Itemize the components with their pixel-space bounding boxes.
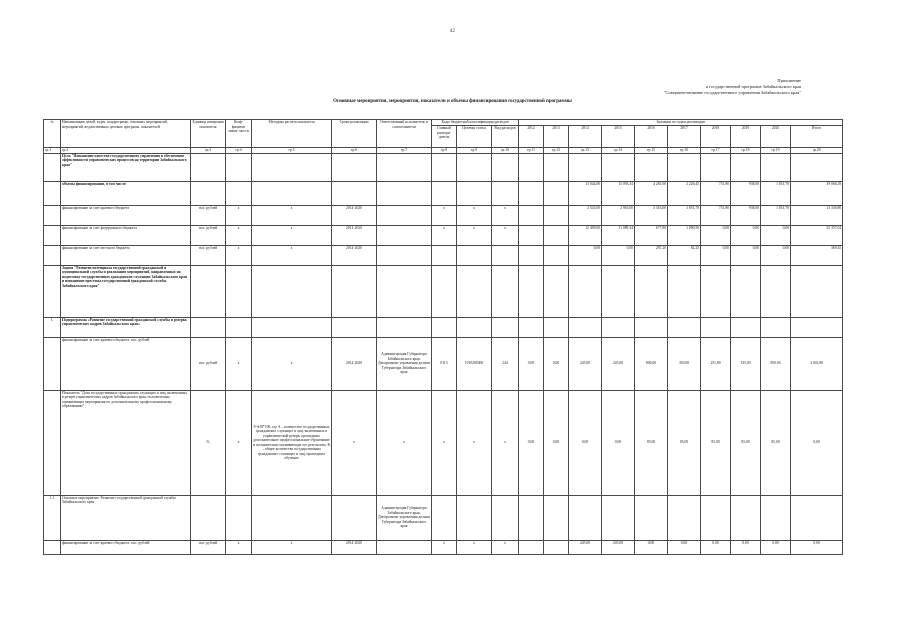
value-2019: 938,00: [731, 205, 761, 225]
value-2019: 0,00: [731, 540, 761, 554]
period: 2014-2020: [332, 225, 377, 245]
value-2013: [544, 205, 569, 225]
value-2014: 12 499,00: [569, 225, 602, 245]
col-number: гр.15: [635, 148, 668, 154]
code-expense-type: х: [492, 540, 519, 554]
regional-funding-row: [44, 205, 843, 225]
header-year-2013: 2013: [544, 126, 569, 148]
value-2014: 13 044,00: [569, 181, 602, 205]
unit: тыс. рублей: [191, 205, 226, 225]
code-admin: х: [432, 225, 457, 245]
value-2015: 2 965,00: [602, 205, 635, 225]
value-total: 0,00: [791, 540, 843, 554]
coefficient: х: [226, 245, 252, 265]
header-budget-codes: Коды бюджетной классификации расходов: [432, 120, 519, 126]
col-number: гр.9: [457, 148, 492, 154]
value-total: 13 339,80: [791, 205, 843, 225]
total-funding-row: [44, 181, 843, 205]
method: х: [252, 540, 332, 554]
header-year-2017: 2017: [668, 126, 701, 148]
value-2015: 245,00: [602, 540, 635, 554]
value-2018: 0,00: [701, 245, 731, 265]
period: 2014-2020: [332, 540, 377, 554]
value-2017: 82,25: [668, 245, 701, 265]
value-2015: 0,00: [602, 245, 635, 265]
col-number: гр.3: [191, 148, 226, 154]
value-2018: 751,80: [701, 205, 731, 225]
header-year-2016: 2016: [635, 126, 668, 148]
value-2012: [519, 225, 544, 245]
value-2016: 85,00: [635, 390, 668, 495]
header-responsible: Ответственный исполнитель и соисполнители: [377, 120, 432, 148]
value-2012: [519, 205, 544, 225]
value-2020: 0,00: [761, 540, 791, 554]
value-2014: 0,00: [569, 245, 602, 265]
federal-funding-row: [44, 225, 843, 245]
value-2012: 0,00: [519, 337, 544, 390]
coefficient: х: [226, 540, 252, 554]
row-name: финансирование за счет краевого бюджета, тыс. рублей: [61, 540, 191, 554]
value-2017: 1 051,70: [668, 205, 701, 225]
goal-row: [44, 153, 843, 181]
code-expense-type: х: [492, 205, 519, 225]
col-number: гр.6: [332, 148, 377, 154]
header-unit: Единица измерения показателя: [191, 120, 226, 148]
code-admin: х: [432, 390, 457, 495]
value-2017: 85,00: [668, 390, 701, 495]
code-expense-type: х: [492, 225, 519, 245]
responsible: Администрация Губернатора Забайкальского края, Департамент управления делами Губернатора Забайкальского края: [377, 495, 432, 540]
value-2019: 938,00: [731, 181, 761, 205]
value-2013: 0,00: [544, 337, 569, 390]
col-number: гр.19: [761, 148, 791, 154]
col-number: гр.10: [492, 148, 519, 154]
value-2016: 287,20: [635, 245, 668, 265]
coefficient: х: [226, 205, 252, 225]
value-2015: 245,00: [602, 337, 635, 390]
row-number: 1.1: [44, 495, 61, 540]
appendix-label: Приложение: [777, 78, 801, 83]
col-number: гр.11: [519, 148, 544, 154]
goal-text: Цель "Повышение качества государственного управления и обеспечение эффективности управленческих процессов на территории Забайкальского края": [61, 153, 191, 181]
col-number: гр.14: [602, 148, 635, 154]
value-2020: 1 851,70: [761, 181, 791, 205]
col-number: гр.7: [377, 148, 432, 154]
subprogram-funding-row: [44, 337, 843, 390]
value-2015: 0,00: [602, 390, 635, 495]
method: х: [252, 225, 332, 245]
header-year-2015: 2015: [602, 126, 635, 148]
value-2017: 0,00: [668, 540, 701, 554]
value-2012: [519, 540, 544, 554]
col-number: гр.20: [791, 148, 843, 154]
value-2014: 2 545,00: [569, 205, 602, 225]
value-2017: 2 226,45: [668, 181, 701, 205]
coefficient: х: [226, 225, 252, 245]
header-values-by-year: Значения по годам реализации: [519, 120, 843, 126]
header-year-2018: 2018: [701, 126, 731, 148]
value-2014: 0,00: [569, 390, 602, 495]
value-2020: 0,00: [761, 225, 791, 245]
col-number: гр.17: [701, 148, 731, 154]
row-name: Показатель "Доля государственных гражданских служащих и лиц, включенных в резерв управленческих кадров Забайкальского края, положительно оценивающих мероприятия по дополнительному профессиональному образованию": [61, 390, 191, 495]
value-2015: 11 089,34: [602, 225, 635, 245]
page-number: 42: [450, 29, 455, 34]
period: 2014-2020: [332, 337, 377, 390]
header-year-2020: 2020: [761, 126, 791, 148]
value-2019: 0,00: [731, 225, 761, 245]
value-2016: 4 281,00: [635, 181, 668, 205]
value-total: 0,00: [791, 390, 843, 495]
unit: тыс. рублей: [191, 245, 226, 265]
task-text: Задача "Развитие потенциала государственной гражданской и муниципальной службы и реализация мероприятий, направленных на подготовку государственных гражданских служащих Забайкальского края и повышение престижа государственной гражданской службы Забайкальского края": [61, 265, 191, 317]
value-2018: 251,80: [701, 337, 731, 390]
header-total: Итого: [791, 126, 843, 148]
value-2018: 751,80: [701, 181, 731, 205]
value-total: 3 041,80: [791, 337, 843, 390]
row-name: финансирование за счет краевого бюджета: [61, 205, 191, 225]
code-article: х: [457, 205, 492, 225]
value-total: 25 357,04: [791, 225, 843, 245]
activity-text: Основное мероприятие. Развитие государственной гражданской службы Забайкальского края: [61, 495, 191, 540]
code-admin: х: [432, 205, 457, 225]
program-table: [43, 119, 843, 555]
period: 2014-2020: [332, 205, 377, 225]
unit: тыс. рублей: [191, 225, 226, 245]
code-article: х: [457, 390, 492, 495]
header-year-2014: 2014: [569, 126, 602, 148]
value-2016: 0,00: [635, 540, 668, 554]
unit: %: [191, 390, 226, 495]
header-period: Сроки реализации: [332, 120, 377, 148]
header-year-2019: 2019: [731, 126, 761, 148]
col-number: гр.4: [226, 148, 252, 154]
value-2017: 350,00: [668, 337, 701, 390]
header-name: Наименование целей, задач, подпрограмм, основных мероприятий, мероприятий, ведомственных целевых программ, показателей: [61, 120, 191, 148]
period: 2014-2020: [332, 245, 377, 265]
value-2020: 850,00: [761, 337, 791, 390]
value-2014: 245,00: [569, 337, 602, 390]
indicator-row: [44, 390, 843, 495]
local-funding-row: [44, 245, 843, 265]
header-expense-type: Вид расходов: [492, 126, 519, 148]
row-name: финансирование за счет местного бюджета: [61, 245, 191, 265]
header-method: Методика расчета показателя: [252, 120, 332, 148]
task-row: [44, 265, 843, 317]
unit: тыс. рублей: [191, 540, 226, 554]
header-year-2012: 2012: [519, 126, 544, 148]
row-name: объемы финансирования, в том числе:: [61, 181, 191, 205]
header-coefficient: Коэф- фициент значи- мости: [226, 120, 252, 148]
period: х: [332, 390, 377, 495]
coefficient: х: [226, 337, 252, 390]
value-2018: 0,00: [701, 540, 731, 554]
value-2016: 677,80: [635, 225, 668, 245]
responsible: Администрация Губернатора Забайкальского края, Департамент управления делами Губернатора Забайкальского края: [377, 337, 432, 390]
activity-row: [44, 495, 843, 540]
value-total: 39 066,29: [791, 181, 843, 205]
document-title: Основные мероприятия, мероприятия, показатели и объемы финансирования государственной программы: [333, 99, 572, 104]
value-2013: [544, 540, 569, 554]
value-2016: 3 316,00: [635, 205, 668, 225]
header-admin: Главный распоря- дитель: [432, 126, 457, 148]
row-name: финансирование за счет федерального бюджета: [61, 225, 191, 245]
method: х: [252, 205, 332, 225]
col-number: гр.5: [252, 148, 332, 154]
value-2019: 85,00: [731, 390, 761, 495]
coefficient: х: [226, 390, 252, 495]
value-2012: 0,00: [519, 390, 544, 495]
unit: тыс. рублей: [191, 337, 226, 390]
value-2019: 0,00: [731, 245, 761, 265]
value-2018: 85,00: [701, 390, 731, 495]
value-2020: 0,00: [761, 245, 791, 265]
row-number: 1.: [44, 317, 61, 337]
appendix-line-2: "Совершенствование государственного управления Забайкальского края": [663, 89, 801, 95]
value-total: 369,45: [791, 245, 843, 265]
appendix-note: [664, 78, 801, 95]
value-2012: [519, 245, 544, 265]
value-2018: 0,00: [701, 225, 731, 245]
method: I=A/B*100, где А – количество государственных гражданских служащих и лиц, включенных в управленческий резерв, прошедших дополнительное профессиональное образование и положительно оценивающих его результаты; В – общее количество государственных гражданских служащих и лиц, прошедших обучение: [252, 390, 332, 495]
method: х: [252, 337, 332, 390]
col-number: гр.18: [731, 148, 761, 154]
activity-funding-row: [44, 540, 843, 554]
code-admin: х: [432, 540, 457, 554]
value-2020: 1 851,70: [761, 205, 791, 225]
col-number: гр.2: [61, 148, 191, 154]
code-expense-type: 244: [492, 337, 519, 390]
value-2012: [519, 181, 544, 205]
col-number: гр.8: [432, 148, 457, 154]
method: х: [252, 245, 332, 265]
col-number: гр.1: [44, 148, 61, 154]
col-number: гр.12: [544, 148, 569, 154]
value-2017: 1 090,50: [668, 225, 701, 245]
value-2016: 800,00: [635, 337, 668, 390]
value-2013: [544, 245, 569, 265]
value-2020: 85,00: [761, 390, 791, 495]
code-article: 1910200300: [457, 337, 492, 390]
value-2015: 15 093,34: [602, 181, 635, 205]
appendix-line-1: к государственной программе Забайкальского края: [705, 83, 801, 89]
value-2019: 335,00: [731, 337, 761, 390]
subprogram-row: [44, 317, 843, 337]
responsible: х: [377, 390, 432, 495]
code-article: х: [457, 540, 492, 554]
row-name: финансирование за счет краевого бюджета, тыс. рублей: [61, 337, 191, 390]
code-admin: 0113: [432, 337, 457, 390]
subprogram-text: Подпрограмма «Развитие государственной гражданской службы и резерва управленческих кадров Забайкальского края»: [61, 317, 191, 337]
code-expense-type: х: [492, 390, 519, 495]
value-2013: 0,00: [544, 390, 569, 495]
code-article: х: [457, 225, 492, 245]
value-2013: [544, 181, 569, 205]
value-2013: [544, 225, 569, 245]
header-article: Целевая статья: [457, 126, 492, 148]
col-number: гр.13: [569, 148, 602, 154]
value-2014: 245,00: [569, 540, 602, 554]
header-num: №: [44, 120, 61, 148]
col-number: гр.16: [668, 148, 701, 154]
